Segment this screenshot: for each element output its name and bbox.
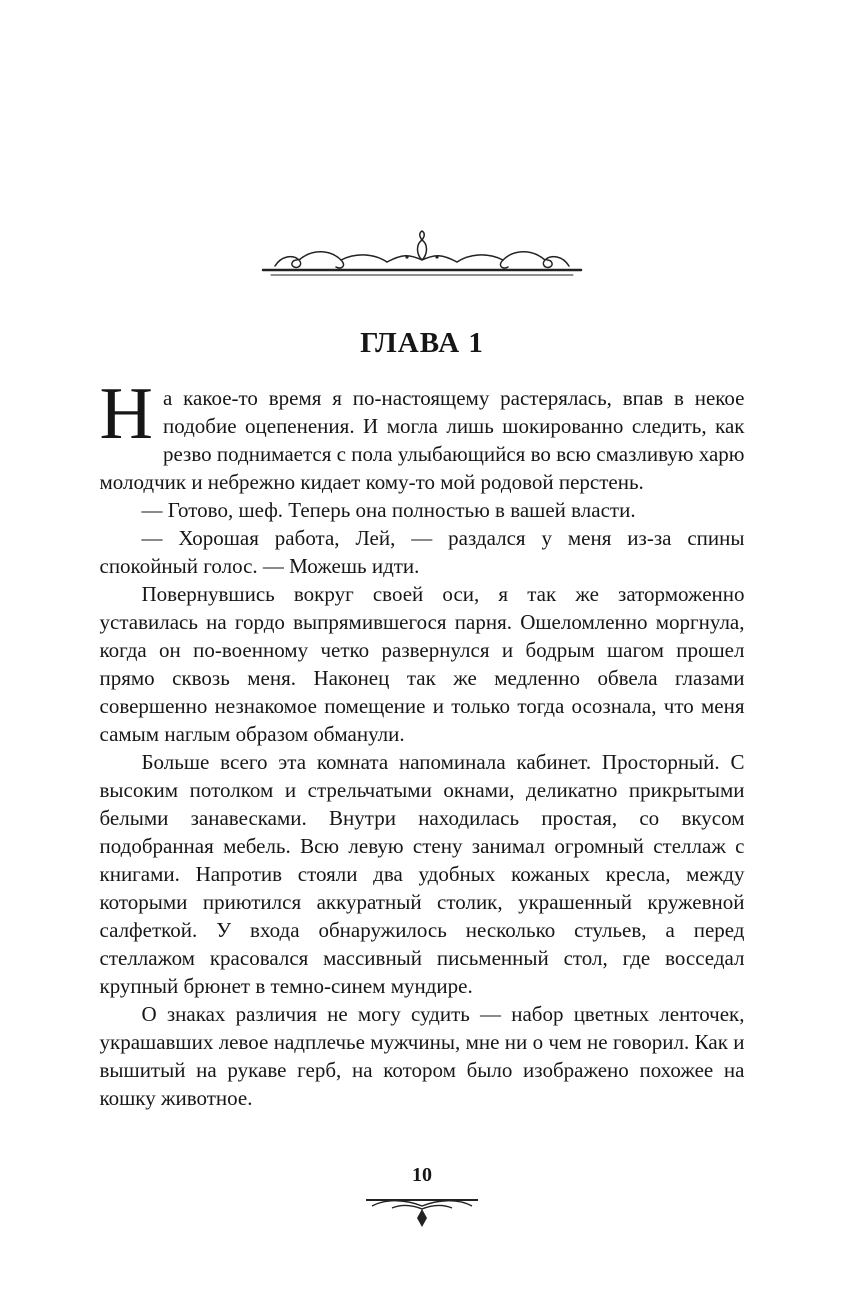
tailpiece-ornament-icon [0,1192,844,1234]
headpiece-ornament-graphic [257,230,587,282]
paragraph: О знаках различия не могу судить — набор цветных ленточек, украшавших левое надплечье мужчины, мне ни о чем не говорил. Как и вышитый на рукаве герб, на котором было изображено похожее на кошку животное. [99,1002,745,1110]
paragraph: — Готово, шеф. Теперь она полностью в вашей власти. [141,498,636,522]
paragraph: Повернувшись вокруг своей оси, я так же заторможенно уставилась на гордо выпрямившегося парня. Ошеломленно моргнула, когда он по-военному четко развернулся и бодрым шагом прошел прямо сквозь меня. Наконец так же медленно обвела глазами совершенно незнакомое помещение и только тогда осознала, что меня самым наглым образом обманули. [99,582,745,746]
paragraph: Больше всего эта комната напоминала кабинет. Просторный. С высоким потолком и стрельчатыми окнами, деликатно прикрытыми белыми занавесками. Внутри находилась простая, со вкусом подобранная мебель. Всю левую стену занимал огромный стеллаж с книгами. Напротив стояли два удобных кожаных кресла, между которыми приютился аккуратный столик, украшенный кружевной салфеткой. У входа обнаружилось несколько стульев, а перед стеллажом красовался массивный письменный стол, где восседал крупный брюнет в темно-синем мундире. [99,750,745,998]
paragraph [99,373,745,496]
chapter-text [99,373,745,1112]
paragraph-text: а какое-то время я по-настоящему растерялась, впав в некое подобие оцепенения. И могла лишь шокированно следить, как резво поднимается с пола улыбающийся во всю смазливую харю молодчик и небрежно кидает кому-то мой родовой перстень. [99,386,745,494]
drop-cap: Н [99,373,153,455]
paragraph: — Хорошая работа, Лей, — раздался у меня из-за спины спокойный голос. — Можешь идти. [99,526,745,578]
tailpiece-ornament-graphic [362,1192,482,1232]
headpiece-ornament-icon [0,230,844,282]
page-number: 10 [412,1164,432,1186]
page-footer [0,1162,844,1234]
chapter-title: ГЛАВА 1 [360,327,484,359]
